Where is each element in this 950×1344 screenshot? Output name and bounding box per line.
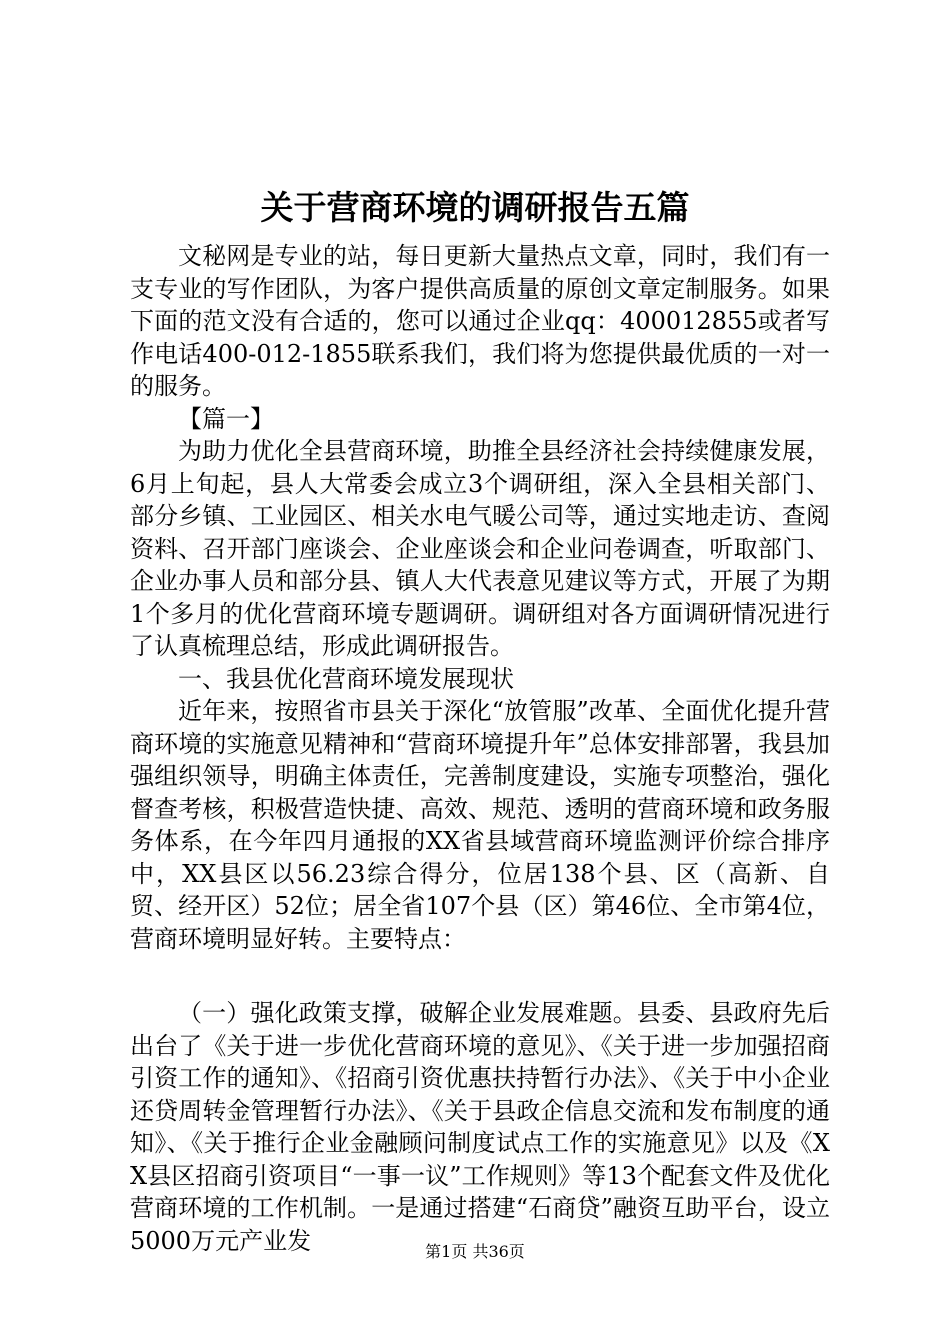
- paragraph-gap: [130, 955, 830, 997]
- policy-support-paragraph: （一）强化政策支撑，破解企业发展难题。县委、县政府先后出台了《关于进一步优化营商环境的意见》、《关于进一步加强招商引资工作的通知》、《招商引资优惠扶持暂行办法》、《关于中小企业还贷周转金管理暂行办法》、《关于县政企信息交流和发布制度的通知》、《关于推行企业金融顾问制度试点工作的实施意见》以及《XX县区招商引资项目“一事一议”工作规则》等13个配套文件及优化营商环境的工作机制。一是通过搭建“石商贷”融资互助平台，设立5000万元产业发: [130, 999, 830, 1255]
- document-title: 关于营商环境的调研报告五篇: [260, 188, 690, 227]
- document-body: [130, 240, 830, 1257]
- section-heading-current-status: 一、我县优化营商环境发展现状: [178, 664, 514, 693]
- intro-paragraph: 文秘网是专业的站，每日更新大量热点文章，同时，我们有一支专业的写作团队，为客户提供高质量的原创文章定制服务。如果下面的范文没有合适的，您可以通过企业qq：400012855或者写作电话400-012-1855联系我们，我们将为您提供最优质的一对一的服务。: [130, 242, 830, 400]
- current-status-paragraph: 近年来，按照省市县关于深化“放管服”改革、全面优化提升营商环境的实施意见精神和“营商环境提升年”总体安排部署，我县加强组织领导，明确主体责任，完善制度建设，实施专项整治，强化督查考核，积极营造快捷、高效、规范、透明的营商环境和政务服务体系，在今年四月通报的XX省县域营商环境监测评价综合排序中，XX县区以56.23综合得分，位居138个县、区（高新、自贸、经开区）52位；居全省107个县（区）第46位、全市第4位，营商环境明显好转。主要特点：: [130, 697, 830, 953]
- research-background-paragraph: 为助力优化全县营商环境，助推全县经济社会持续健康发展，6月上旬起，县人大常委会成立3个调研组，深入全县相关部门、部分乡镇、工业园区、相关水电气暖公司等，通过实地走访、查阅资料、召开部门座谈会、企业座谈会和企业问卷调查，听取部门、企业办事人员和部分县、镇人大代表意见建议等方式，开展了为期1个多月的优化营商环境专题调研。调研组对各方面调研情况进行了认真梳理总结，形成此调研报告。: [130, 437, 830, 660]
- section-label-part-one: 【篇一】: [178, 404, 274, 433]
- page-footer: 第1页 共36页: [425, 1242, 525, 1261]
